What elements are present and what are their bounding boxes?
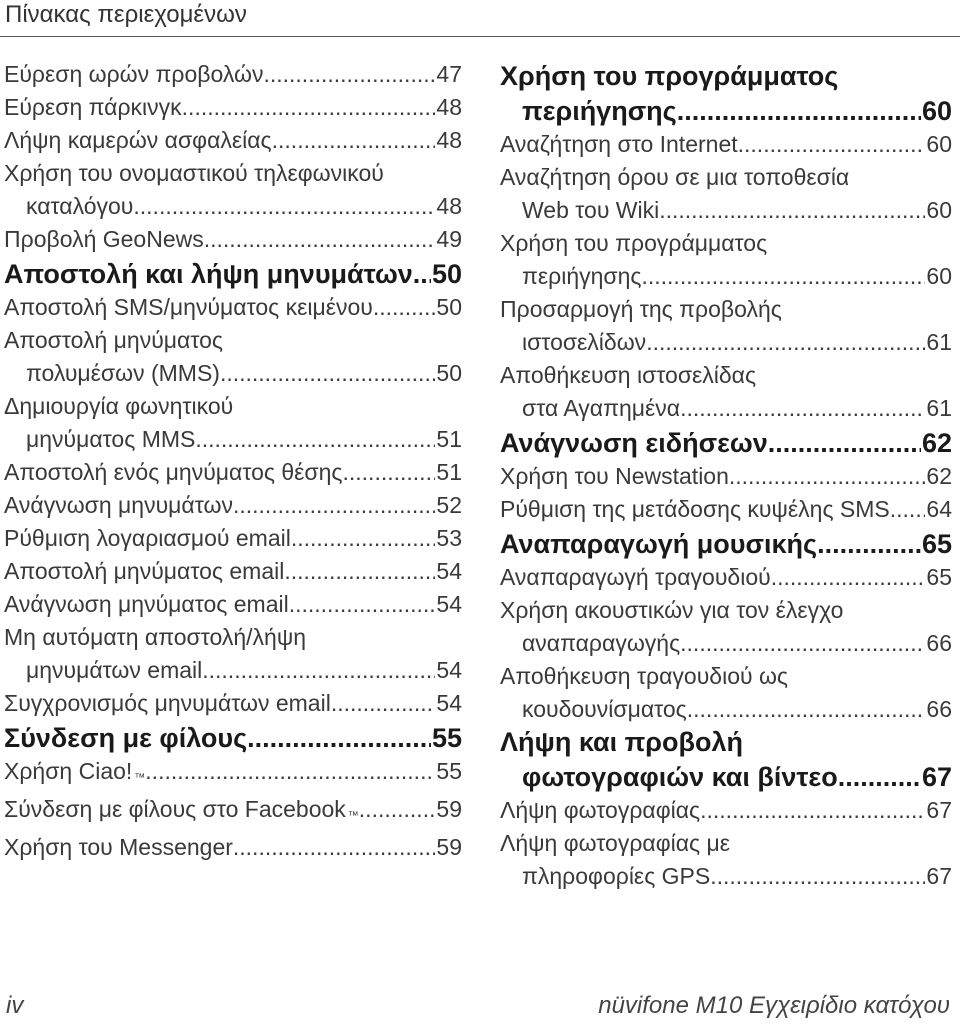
toc-entry-title: Αποστολή SMS/μηνύματος κειμένου xyxy=(4,294,373,320)
dot-leader xyxy=(771,561,926,594)
toc-entry[interactable] xyxy=(4,555,462,588)
toc-section-entry[interactable] xyxy=(500,60,952,128)
trademark-symbol: ™ xyxy=(134,772,146,784)
toc-page-number: 54 xyxy=(436,591,462,617)
toc-page-number: 64 xyxy=(926,496,952,522)
dot-leader xyxy=(263,58,435,91)
toc-page-number: 60 xyxy=(921,96,952,126)
toc-entry[interactable] xyxy=(4,588,462,621)
dot-leader xyxy=(738,128,926,161)
toc-entry-title: Αποστολή μηνύματος email xyxy=(4,558,285,584)
toc-entry[interactable] xyxy=(4,793,462,831)
dot-leader xyxy=(233,489,435,522)
dot-leader xyxy=(641,260,925,293)
dot-leader xyxy=(182,91,436,124)
toc-entry-title: Χρήση Ciao! xyxy=(4,758,133,784)
toc-page-number: 55 xyxy=(436,758,462,784)
toc-entry-row xyxy=(4,357,462,390)
dot-leader xyxy=(195,423,435,456)
dot-leader xyxy=(687,693,926,726)
toc-page-number: 55 xyxy=(431,723,462,753)
toc-entry-row xyxy=(4,555,462,588)
toc-entry[interactable] xyxy=(4,390,462,456)
toc-page-number: 65 xyxy=(921,529,952,559)
toc-entry-title: Ανάγνωση μηνύματος email xyxy=(4,591,289,617)
toc-page-number: 67 xyxy=(921,762,952,792)
toc-entry-title: Ανάγνωση μηνυμάτων xyxy=(4,492,233,518)
toc-entry[interactable] xyxy=(4,58,462,91)
toc-entry[interactable] xyxy=(500,493,952,526)
toc-entry-title-line: Αποθήκευση ιστοσελίδας xyxy=(500,362,757,388)
toc-entry-title: Σύνδεση με φίλους στο Facebook xyxy=(4,796,346,822)
dot-leader xyxy=(646,326,925,359)
toc-page-number: 61 xyxy=(926,395,952,421)
dot-leader xyxy=(220,357,435,390)
toc-entry-row xyxy=(4,755,462,793)
toc-entry[interactable] xyxy=(4,291,462,324)
toc-entry-row xyxy=(4,654,462,687)
toc-entry-title: Εύρεση πάρκινγκ xyxy=(4,94,182,120)
toc-entry[interactable] xyxy=(4,831,462,864)
toc-entry-title: στα Αγαπημένα xyxy=(522,395,681,421)
toc-entry-row xyxy=(4,793,462,831)
toc-page-number: 62 xyxy=(921,428,952,458)
toc-entry-row xyxy=(4,522,462,555)
toc-page-number: 62 xyxy=(926,463,952,489)
footer-manual-title: nüvifone M10 Εγχειρίδιο κατόχου xyxy=(598,992,950,1019)
toc-entry-row xyxy=(500,761,952,794)
dot-leader xyxy=(331,687,436,720)
dot-leader xyxy=(817,528,921,561)
toc-page-number: 53 xyxy=(436,525,462,551)
trademark-symbol: ™ xyxy=(347,810,359,822)
dot-leader xyxy=(680,627,925,660)
toc-entry[interactable] xyxy=(4,91,462,124)
toc-entry-title: Web του Wiki xyxy=(522,197,660,223)
toc-entry-row xyxy=(500,392,952,425)
toc-page-number: 66 xyxy=(926,696,952,722)
dot-leader xyxy=(729,460,926,493)
toc-entry[interactable] xyxy=(4,223,462,256)
toc-entry-title-line: Δημιουργία φωνητικού xyxy=(4,393,234,419)
toc-entry[interactable] xyxy=(500,460,952,493)
toc-page-number: 50 xyxy=(436,294,462,320)
dot-leader xyxy=(659,194,925,227)
toc-page-number: 61 xyxy=(926,329,952,355)
toc-entry-title: Λήψη καμερών ασφαλείας xyxy=(4,127,272,153)
toc-entry-title-line: Χρήση του ονομαστικού τηλεφωνικού xyxy=(4,160,384,186)
toc-entry-row xyxy=(4,687,462,720)
toc-page-number: 66 xyxy=(926,630,952,656)
toc-entry[interactable] xyxy=(500,359,952,425)
toc-page-number: 48 xyxy=(436,127,462,153)
toc-entry-row xyxy=(500,693,952,726)
toc-entry-title: Ρύθμιση λογαριασμού email xyxy=(4,525,291,551)
dot-leader xyxy=(233,831,436,864)
toc-entry-row xyxy=(500,528,952,561)
toc-entry-row xyxy=(500,260,952,293)
toc-entry[interactable] xyxy=(4,687,462,720)
dot-leader xyxy=(291,522,436,555)
toc-entry-title: Συγχρονισμός μηνυμάτων email xyxy=(4,690,331,716)
toc-entry-row xyxy=(500,493,952,526)
dot-leader xyxy=(272,124,436,157)
toc-entry-title-line: Μη αυτόματη αποστολή/λήψη xyxy=(4,624,307,650)
toc-entry-title: Αναζήτηση στο Internet xyxy=(500,131,738,157)
toc-entry-title: Χρήση του Messenger xyxy=(4,834,233,860)
toc-section-entry[interactable] xyxy=(4,258,462,291)
toc-entry-row xyxy=(500,860,952,893)
toc-entry-title: Εύρεση ωρών προβολών xyxy=(4,61,264,87)
toc-entry-title: πολυμέσων (MMS) xyxy=(26,360,220,386)
toc-section-entry[interactable] xyxy=(500,528,952,561)
dot-leader xyxy=(838,761,921,794)
dot-leader xyxy=(710,860,925,893)
toc-entry-title-line: Λήψη και προβολή xyxy=(500,727,743,757)
toc-entry-row xyxy=(4,258,462,291)
toc-entry-row xyxy=(4,190,462,223)
toc-page-number: 59 xyxy=(436,834,462,860)
dot-leader xyxy=(204,223,436,256)
toc-entry-row xyxy=(4,291,462,324)
toc-entry[interactable] xyxy=(4,755,462,793)
toc-page-number: 52 xyxy=(436,492,462,518)
dot-leader xyxy=(343,456,436,489)
toc-section-entry[interactable] xyxy=(500,726,952,794)
toc-entry[interactable] xyxy=(500,561,952,594)
dot-leader xyxy=(359,793,436,826)
toc-entry-title-line: Προσαρμογή της προβολής xyxy=(500,296,782,322)
toc-entry-row xyxy=(4,456,462,489)
toc-entry-row xyxy=(500,194,952,227)
toc-left-column xyxy=(4,58,462,864)
dot-leader xyxy=(680,392,925,425)
toc-entry-title: περιήγησης xyxy=(522,263,642,289)
toc-entry-title-line: Λήψη φωτογραφίας με xyxy=(500,830,731,856)
toc-entry[interactable] xyxy=(500,827,952,893)
dot-leader xyxy=(890,493,926,526)
toc-page-number: 67 xyxy=(926,797,952,823)
toc-entry-row xyxy=(4,58,462,91)
toc-entry[interactable] xyxy=(4,456,462,489)
toc-page-number: 51 xyxy=(436,426,462,452)
toc-entry[interactable] xyxy=(500,594,952,660)
page-header-title: Πίνακας περιεχομένων xyxy=(5,1,247,28)
toc-entry-row xyxy=(500,128,952,161)
toc-entry[interactable] xyxy=(4,157,462,223)
toc-entry-title: μηνύματος MMS xyxy=(26,426,196,452)
toc-entry-title: καταλόγου xyxy=(26,193,134,219)
toc-entry-title: Αναπαραγωγή μουσικής xyxy=(500,529,818,559)
header-divider xyxy=(0,36,960,37)
toc-entry-row xyxy=(500,326,952,359)
dot-leader xyxy=(247,722,431,755)
dot-leader xyxy=(289,588,436,621)
toc-entry-title-line: Χρήση του προγράμματος xyxy=(500,230,768,256)
toc-entry-title-line: Αναζήτηση όρου σε μια τοποθεσία xyxy=(500,164,850,190)
toc-entry-row xyxy=(4,489,462,522)
toc-page-number: 67 xyxy=(926,863,952,889)
toc-page-number: 59 xyxy=(436,796,462,822)
toc-entry[interactable] xyxy=(500,227,952,293)
footer-page-number: iv xyxy=(6,992,24,1019)
toc-entry-title: αναπαραγωγής xyxy=(522,630,681,656)
toc-entry-row xyxy=(4,831,462,864)
toc-entry[interactable] xyxy=(500,660,952,726)
toc-page-number: 60 xyxy=(926,263,952,289)
toc-entry-row xyxy=(500,561,952,594)
toc-entry[interactable] xyxy=(4,124,462,157)
toc-entry-title: Αποστολή και λήψη μηνυμάτων xyxy=(4,259,413,289)
toc-entry-title: Προβολή GeoNews xyxy=(4,226,204,252)
toc-entry-title: Ρύθμιση της μετάδοσης κυψέλης SMS xyxy=(500,496,890,522)
toc-page-number: 49 xyxy=(436,226,462,252)
toc-page-number: 50 xyxy=(436,360,462,386)
toc-section-entry[interactable] xyxy=(500,427,952,460)
toc-entry[interactable] xyxy=(500,128,952,161)
toc-entry-title: Χρήση του Newstation xyxy=(500,463,729,489)
dot-leader xyxy=(677,95,921,128)
toc-page-number: 60 xyxy=(926,197,952,223)
toc-entry[interactable] xyxy=(500,794,952,827)
dot-leader xyxy=(413,258,431,291)
toc-entry-row xyxy=(4,423,462,456)
toc-page-number: 54 xyxy=(436,690,462,716)
toc-entry-title: Ανάγνωση ειδήσεων xyxy=(500,428,768,458)
dot-leader xyxy=(700,794,925,827)
toc-page-number: 47 xyxy=(436,61,462,87)
toc-entry-row xyxy=(4,722,462,755)
dot-leader xyxy=(284,555,435,588)
dot-leader xyxy=(768,427,921,460)
dot-leader xyxy=(133,190,435,223)
toc-entry-title: Σύνδεση με φίλους xyxy=(4,723,248,753)
toc-entry-title: Λήψη φωτογραφίας xyxy=(500,797,701,823)
toc-entry[interactable] xyxy=(500,161,952,227)
toc-entry-title: κουδουνίσματος xyxy=(522,696,687,722)
toc-entry[interactable] xyxy=(4,522,462,555)
toc-entry-title-line: Χρήση του προγράμματος xyxy=(500,61,839,91)
dot-leader xyxy=(373,291,436,324)
toc-entry-title-line: Αποστολή μηνύματος xyxy=(4,327,223,353)
toc-entry-title: φωτογραφιών και βίντεο xyxy=(522,762,838,792)
toc-page-number: 65 xyxy=(926,564,952,590)
toc-page-number: 54 xyxy=(436,657,462,683)
toc-entry-row xyxy=(500,95,952,128)
toc-right-column xyxy=(500,60,952,893)
toc-section-entry[interactable] xyxy=(4,722,462,755)
toc-entry-row xyxy=(4,588,462,621)
toc-entry-title: πληροφορίες GPS xyxy=(522,863,711,889)
toc-entry-row xyxy=(4,91,462,124)
dot-leader xyxy=(145,755,435,788)
toc-page-number: 54 xyxy=(436,558,462,584)
toc-entry-title: μηνυμάτων email xyxy=(26,657,203,683)
dot-leader xyxy=(202,654,435,687)
toc-page-number: 48 xyxy=(436,94,462,120)
toc-entry-row xyxy=(500,427,952,460)
toc-entry-title: περιήγησης xyxy=(522,96,677,126)
toc-page-number: 48 xyxy=(436,193,462,219)
toc-entry-row xyxy=(4,124,462,157)
toc-entry-title: Αναπαραγωγή τραγουδιού xyxy=(500,564,771,590)
toc-page-number: 50 xyxy=(431,259,462,289)
toc-entry[interactable] xyxy=(4,324,462,390)
toc-entry[interactable] xyxy=(4,621,462,687)
toc-page-number: 60 xyxy=(926,131,952,157)
toc-entry-title: ιστοσελίδων xyxy=(522,329,647,355)
toc-entry-row xyxy=(500,460,952,493)
toc-entry-title-line: Αποθήκευση τραγουδιού ως xyxy=(500,663,789,689)
toc-entry-row xyxy=(4,223,462,256)
toc-page-number: 51 xyxy=(436,459,462,485)
toc-entry-row xyxy=(500,794,952,827)
toc-entry[interactable] xyxy=(500,293,952,359)
toc-entry[interactable] xyxy=(4,489,462,522)
toc-entry-title-line: Χρήση ακουστικών για τον έλεγχο xyxy=(500,597,844,623)
toc-entry-row xyxy=(500,627,952,660)
toc-entry-title: Αποστολή ενός μηνύματος θέσης xyxy=(4,459,343,485)
